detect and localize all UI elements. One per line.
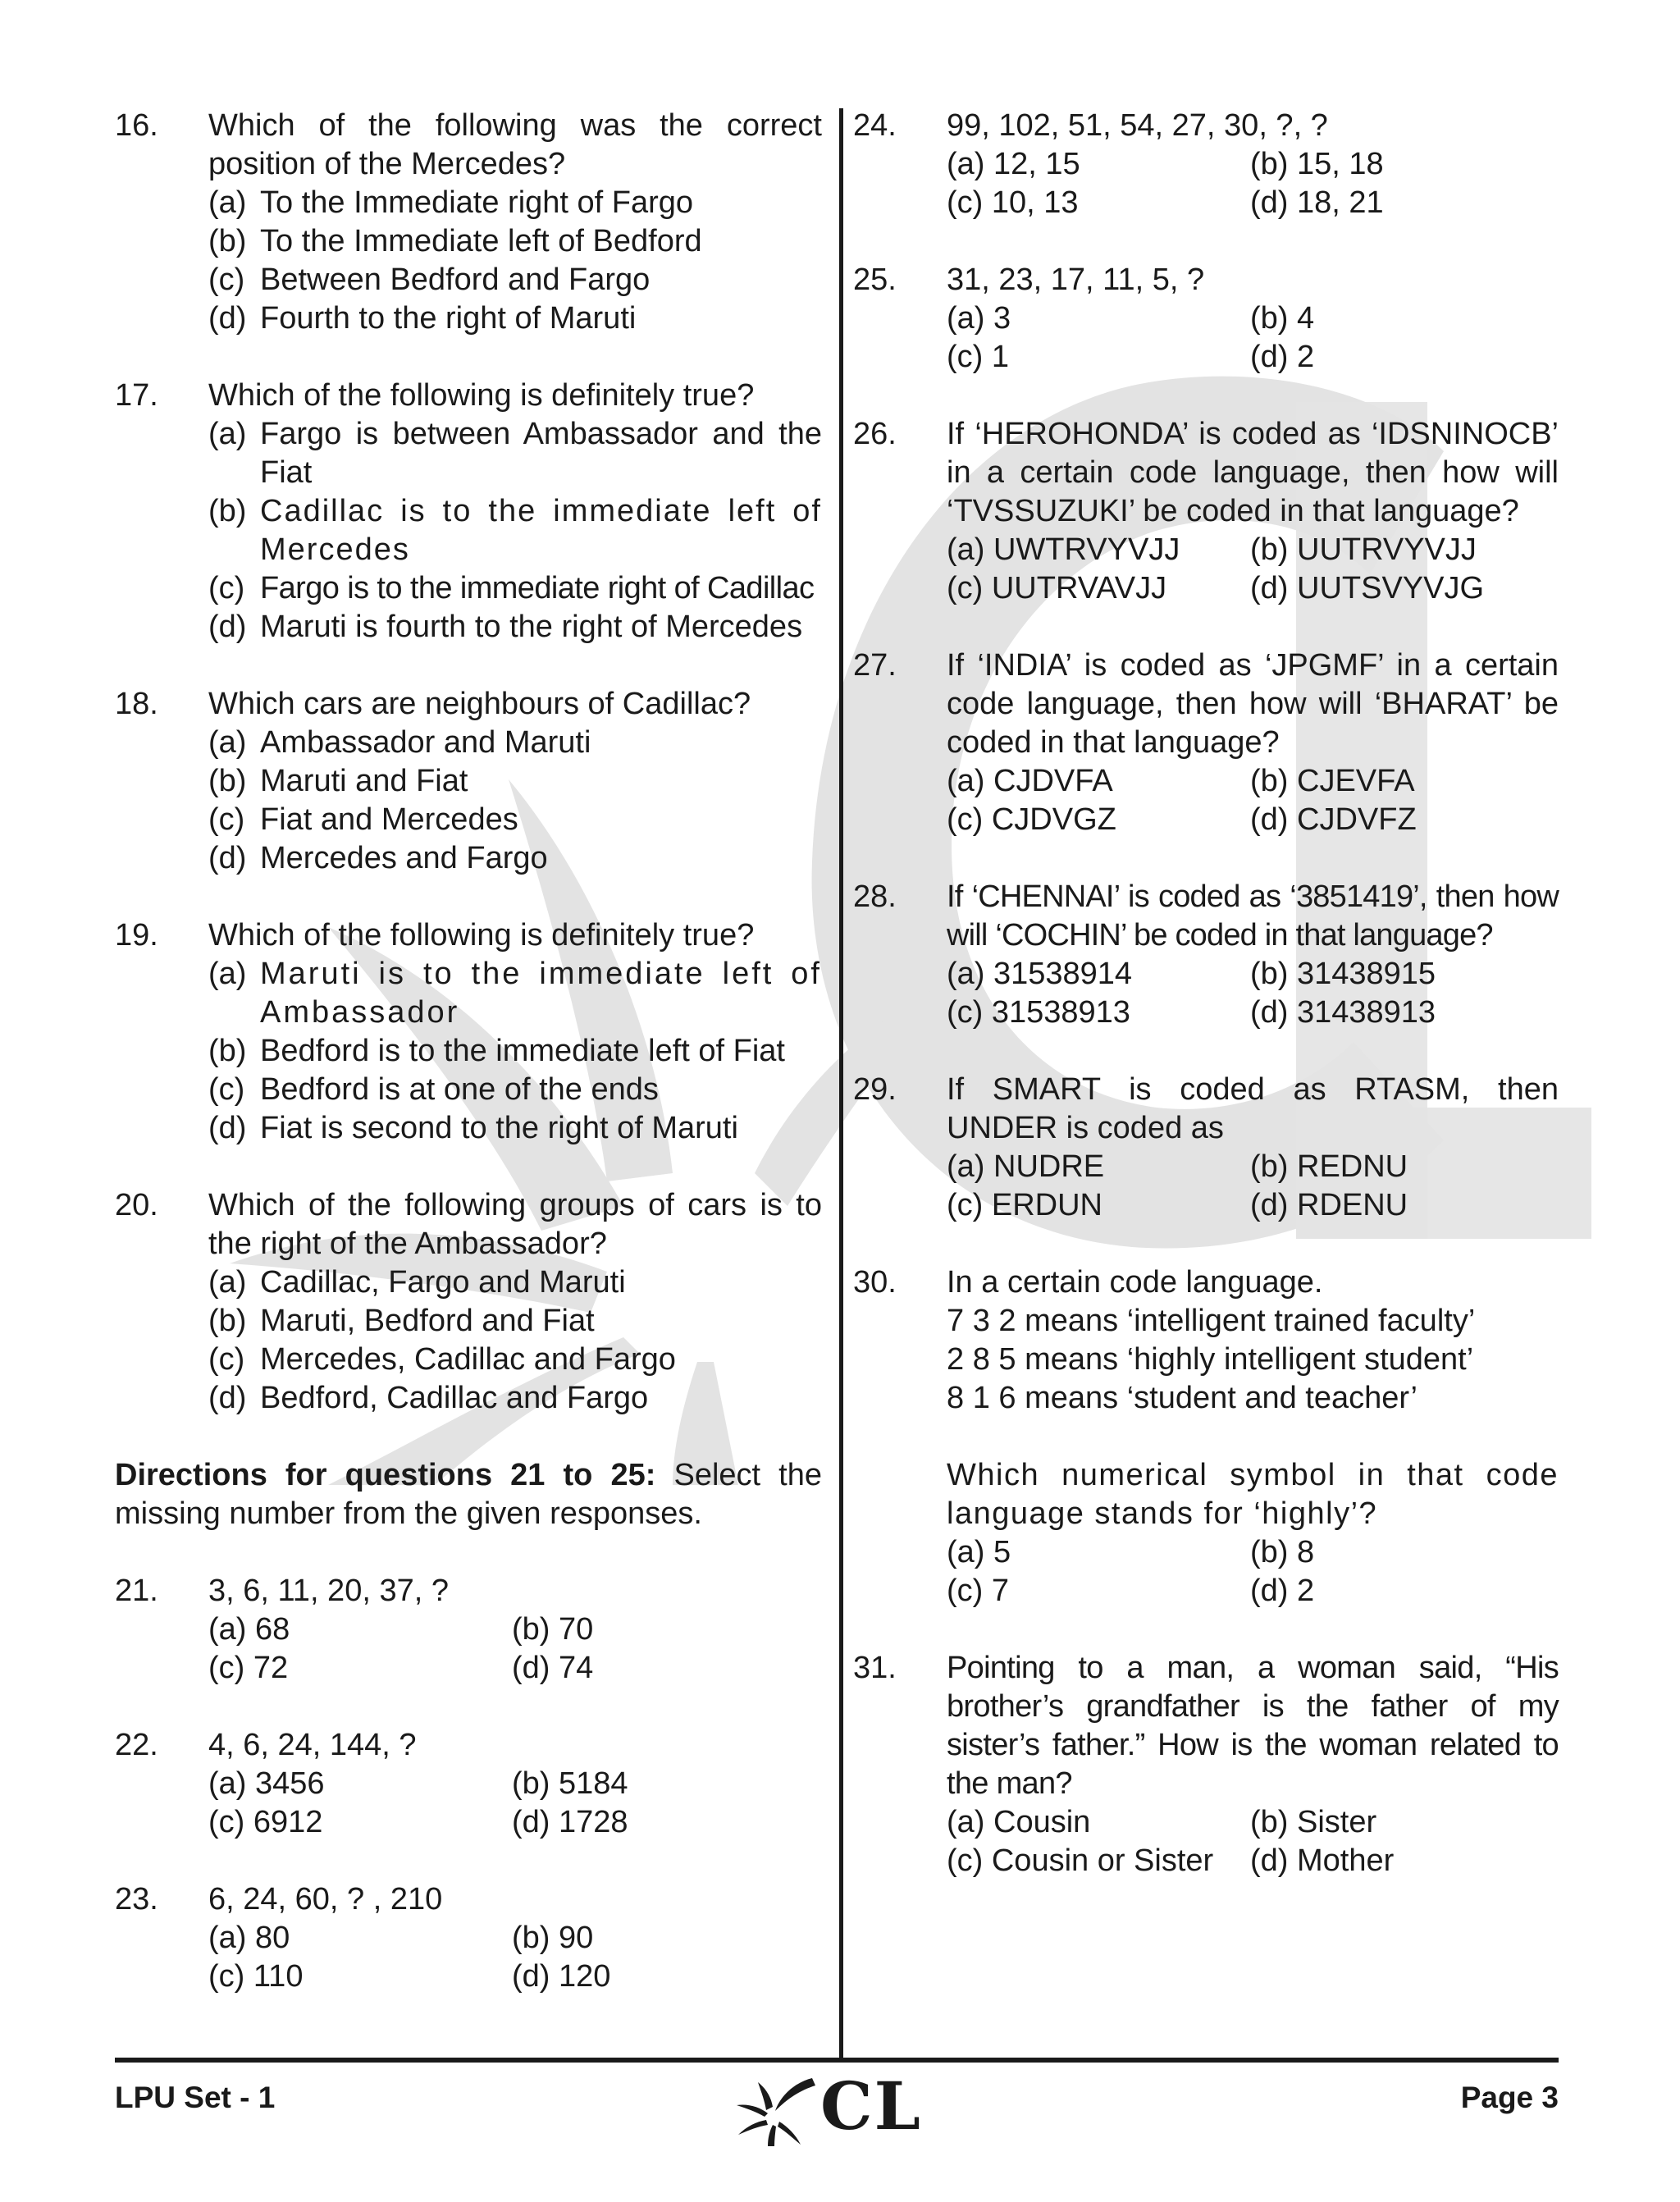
question-stem: If SMART is coded as RTASM, then UNDER is coded as: [947, 1072, 1559, 1145]
question-stem: Which of the following is definitely true?: [208, 918, 755, 953]
question-17: [115, 377, 822, 646]
option-c: (c) 31538913: [947, 995, 1130, 1030]
question-22: [115, 1726, 822, 1842]
question-28: [853, 878, 1559, 1032]
option-c: (c) 110: [208, 1959, 304, 1994]
option-b: (b) REDNU: [1250, 1149, 1408, 1184]
question-27: [853, 646, 1559, 839]
option-a: (a) To the Immediate right of Fargo: [208, 185, 694, 220]
option-d: (d) UUTSVYVJG: [1250, 571, 1485, 605]
question-number: 21.: [115, 1574, 158, 1608]
option-c: (c) 7: [947, 1574, 1009, 1608]
question-23: [115, 1880, 822, 1996]
question-stem: 3, 6, 11, 20, 37, ?: [208, 1574, 449, 1608]
logo-swirl-icon: [730, 2074, 820, 2148]
option-c: (c) Bedford is at one of the ends: [208, 1072, 659, 1107]
option-c: (c) CJDVGZ: [947, 802, 1116, 837]
question-stem: If ‘HEROHONDA’ is coded as ‘IDSNINOCB’ in a certain code language, then how will ‘TVSSUZUKI’ be coded in that language?: [947, 417, 1559, 528]
question-number: 19.: [115, 918, 158, 953]
option-c: (c) Fargo is to the immediate right of Cadillac: [208, 571, 815, 605]
option-c: (c) 6912: [208, 1805, 323, 1839]
code-line: 7 3 2 means ‘intelligent trained faculty’: [947, 1304, 1476, 1338]
question-stem: Which of the following is definitely true?: [208, 378, 755, 413]
question-number: 28.: [853, 879, 897, 914]
option-b: (b) Cadillac is to the immediate left of Mercedes: [208, 494, 822, 567]
question-stem: If ‘CHENNAI’ is coded as ‘3851419’, then how will ‘COCHIN’ be coded in that language?: [947, 879, 1559, 953]
question-30: [853, 1263, 1559, 1610]
question-number: 24.: [853, 108, 897, 143]
question-stem: Pointing to a man, a woman said, “His brother’s grandfather is the father of my sister’s father.” How is the woman related to the man?: [947, 1651, 1559, 1801]
option-c: (c) 72: [208, 1651, 289, 1685]
option-d: (d) 18, 21: [1250, 185, 1384, 220]
option-b: (b) CJEVFA: [1250, 764, 1415, 798]
page-number: Page 3: [1460, 2081, 1559, 2114]
option-a: (a) Cadillac, Fargo and Maruti: [208, 1265, 626, 1300]
option-a: (a) 80: [208, 1921, 290, 1955]
option-b: (b) 70: [512, 1612, 594, 1647]
option-d: (d) Maruti is fourth to the right of Mercedes: [208, 610, 803, 644]
question-number: 17.: [115, 378, 158, 413]
option-c: (c) Between Bedford and Fargo: [208, 263, 651, 297]
option-d: (d) CJDVFZ: [1250, 802, 1417, 837]
option-a: (a) 5: [947, 1535, 1011, 1569]
question-24: [853, 107, 1559, 222]
option-c: (c) Cousin or Sister: [947, 1843, 1214, 1878]
question-number: 18.: [115, 687, 158, 721]
question-16: [115, 107, 822, 338]
directions-21-25: Directions for questions 21 to 25: Select the missing number from the given responses.: [115, 1458, 822, 1531]
option-d: (d) Bedford, Cadillac and Fargo: [208, 1381, 649, 1415]
option-d: (d) 1728: [512, 1805, 628, 1839]
option-a: (a) 3456: [208, 1766, 325, 1801]
question-stem: 6, 24, 60, ? , 210: [208, 1882, 443, 1916]
option-c: (c) ERDUN: [947, 1188, 1102, 1222]
option-c: (c) Mercedes, Cadillac and Fargo: [208, 1342, 676, 1377]
option-d: (d) 31438913: [1250, 995, 1436, 1030]
option-d: (d) 2: [1250, 340, 1315, 374]
question-stem: Which of the following groups of cars is to the right of the Ambassador?: [208, 1188, 822, 1261]
option-b: (b) To the Immediate left of Bedford: [208, 224, 702, 258]
code-line: 2 8 5 means ‘highly intelligent student’: [947, 1342, 1474, 1377]
option-d: (d) Fiat is second to the right of Maruti: [208, 1111, 738, 1145]
left-column: [115, 107, 822, 2035]
option-b: (b) 8: [1250, 1535, 1315, 1569]
footer-rule: [115, 2058, 1559, 2063]
question-stem: Which of the following was the correct position of the Mercedes?: [208, 108, 822, 181]
option-a: (a) Cousin: [947, 1805, 1091, 1839]
option-d: (d) Mercedes and Fargo: [208, 841, 548, 875]
option-a: (a) NUDRE: [947, 1149, 1105, 1184]
question-29: [853, 1071, 1559, 1225]
question-number: 23.: [115, 1882, 158, 1916]
question-26: [853, 415, 1559, 608]
question-20: [115, 1186, 822, 1418]
code-line: 8 1 6 means ‘student and teacher’: [947, 1381, 1418, 1415]
question-number: 31.: [853, 1651, 897, 1685]
question-18: [115, 685, 822, 878]
question-stem: 99, 102, 51, 54, 27, 30, ?, ?: [947, 108, 1328, 143]
option-a: (a) CJDVFA: [947, 764, 1113, 798]
question-stem: If ‘INDIA’ is coded as ‘JPGMF’ in a certain code language, then how will ‘BHARAT’ be coded in that language?: [947, 648, 1559, 760]
option-d: (d) Fourth to the right of Maruti: [208, 301, 637, 336]
question-stem-line: In a certain code language.: [947, 1265, 1323, 1300]
option-d: (d) 2: [1250, 1574, 1315, 1608]
option-b: (b) 4: [1250, 301, 1315, 336]
option-d: (d) 74: [512, 1651, 594, 1685]
option-a: (a) UWTRVYVJJ: [947, 532, 1180, 567]
logo-text: CL: [820, 2067, 922, 2145]
option-b: (b) Maruti and Fiat: [208, 764, 468, 798]
footer-logo: [730, 2067, 943, 2149]
option-a: (a) Fargo is between Ambassador and the Fiat: [208, 417, 822, 490]
question-number: 25.: [853, 263, 897, 297]
option-b: (b) Bedford is to the immediate left of Fiat: [208, 1034, 785, 1068]
option-a: (a) Maruti is to the immediate left of Ambassador: [208, 957, 822, 1030]
question-21: [115, 1572, 822, 1688]
question-stem: Which cars are neighbours of Cadillac?: [208, 687, 751, 721]
option-b: (b) 31438915: [1250, 957, 1436, 991]
option-a: (a) 3: [947, 301, 1011, 336]
option-a: (a) 68: [208, 1612, 290, 1647]
option-b: (b) Sister: [1250, 1805, 1377, 1839]
option-d: (d) Mother: [1250, 1843, 1395, 1878]
question-number: 30.: [853, 1265, 897, 1300]
option-a: (a) Ambassador and Maruti: [208, 725, 591, 760]
question-25: [853, 261, 1559, 377]
option-b: (b) UUTRVYVJJ: [1250, 532, 1477, 567]
option-c: (c) 10, 13: [947, 185, 1079, 220]
question-31: [853, 1649, 1559, 1880]
option-a: (a) 12, 15: [947, 147, 1080, 181]
question-19: [115, 916, 822, 1148]
question-number: 27.: [853, 648, 897, 683]
option-d: (d) RDENU: [1250, 1188, 1408, 1222]
question-number: 20.: [115, 1188, 158, 1222]
question-number: 29.: [853, 1072, 897, 1107]
option-b: (b) 5184: [512, 1766, 628, 1801]
option-c: (c) Fiat and Mercedes: [208, 802, 518, 837]
option-d: (d) 120: [512, 1959, 611, 1994]
question-stem: 31, 23, 17, 11, 5, ?: [947, 263, 1205, 297]
question-stem: Which numerical symbol in that code language stands for ‘highly’?: [947, 1458, 1559, 1531]
question-number: 16.: [115, 108, 158, 143]
option-b: (b) 90: [512, 1921, 594, 1955]
question-stem: 4, 6, 24, 144, ?: [208, 1728, 417, 1762]
question-number: 22.: [115, 1728, 158, 1762]
question-number: 26.: [853, 417, 897, 451]
option-b: (b) 15, 18: [1250, 147, 1384, 181]
column-divider: [839, 108, 843, 2058]
option-a: (a) 31538914: [947, 957, 1133, 991]
footer-set-label: LPU Set - 1: [115, 2081, 276, 2114]
option-b: (b) Maruti, Bedford and Fiat: [208, 1304, 595, 1338]
option-c: (c) UUTRVAVJJ: [947, 571, 1167, 605]
option-c: (c) 1: [947, 340, 1009, 374]
right-column: [853, 107, 1559, 1919]
